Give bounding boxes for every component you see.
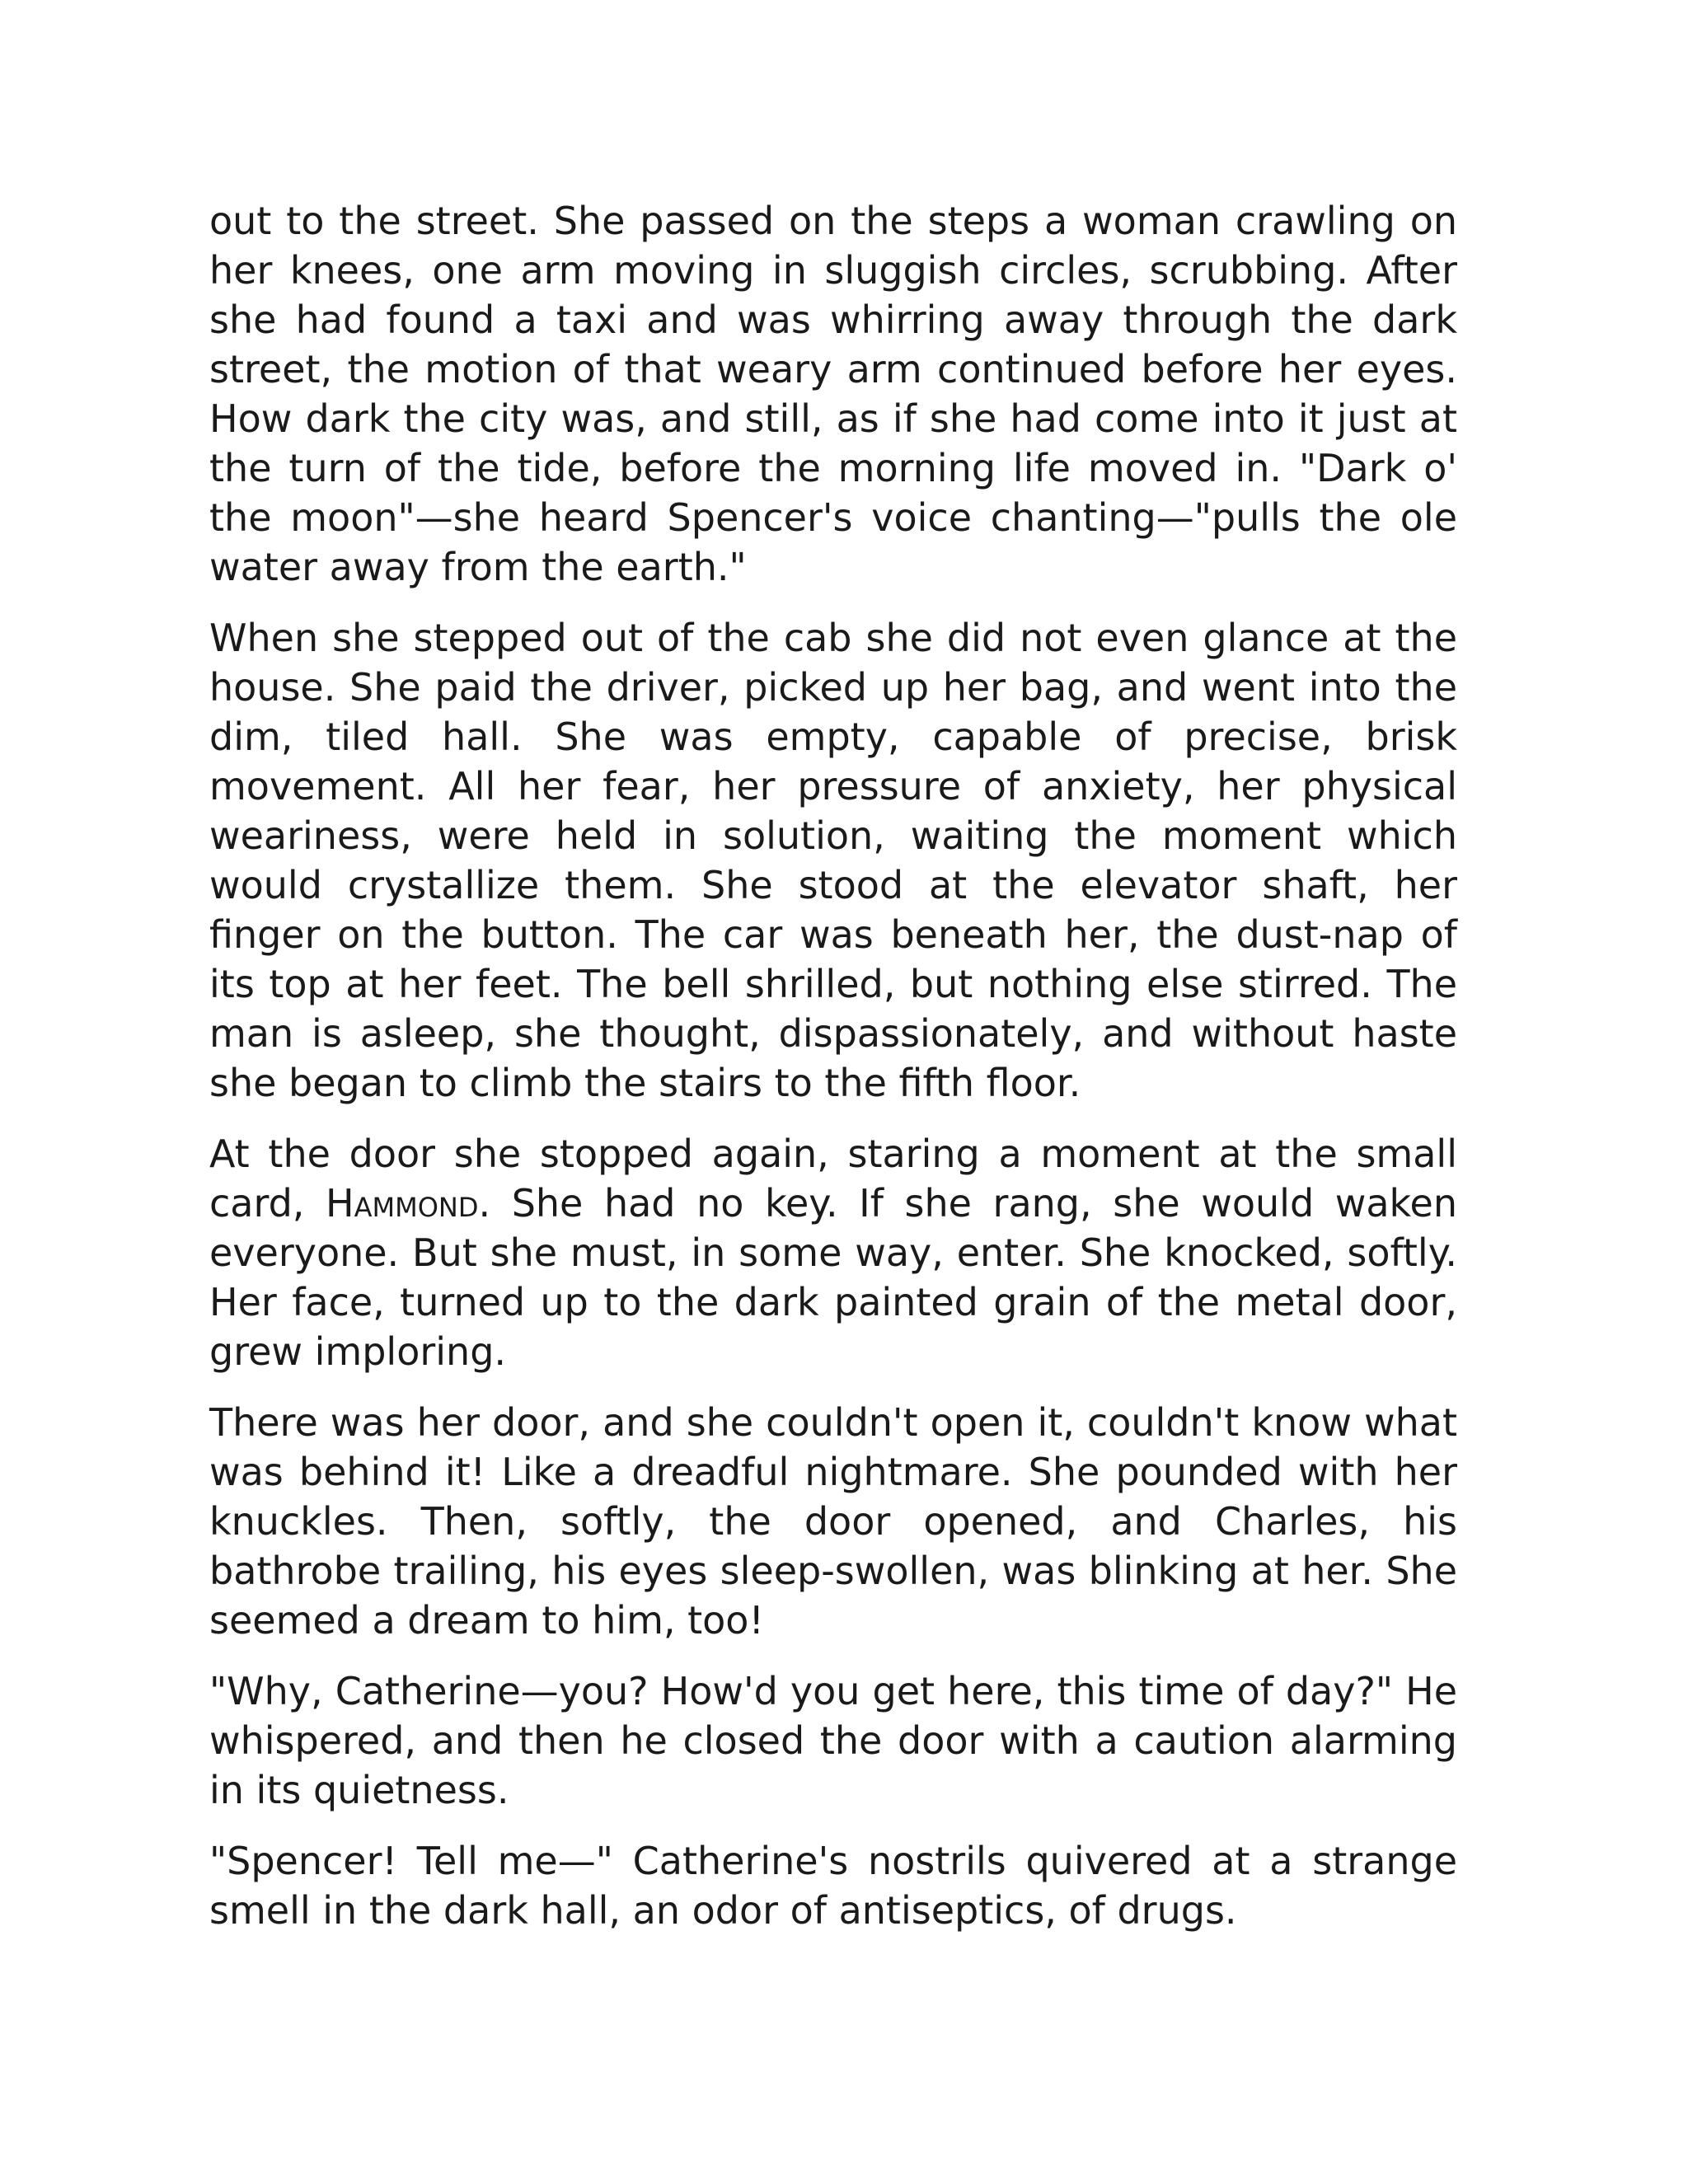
paragraph-3-after: . She had no key. If she rang, she would waken everyone. But she must, in some way, enter. She knocked, softly. Her face, turned up to the dark painted grain of the metal door, grew imploring. — [209, 1181, 1458, 1374]
paragraph-3 — [209, 1129, 1457, 1376]
paragraph-5: "Why, Catherine—you? How'd you get here, this time of day?" He whispered, and then he closed the door with a caution alarming in its quietness. — [209, 1669, 1457, 1812]
door-card-name: Hammond — [326, 1181, 479, 1226]
paragraph-6: "Spencer! Tell me—" Catherine's nostrils quivered at a strange smell in the dark hall, an odor of antiseptics, of drugs. — [209, 1839, 1457, 1933]
paragraph-3-before: At the door she stopped again, staring a moment at the small card, — [209, 1132, 1457, 1226]
paragraph-4: There was her door, and she couldn't open it, couldn't know what was behind it! Like a dreadful nightmare. She pounded with her knuckles. Then, softly, the door opened, and Charles, his bathrobe trailing, his eyes sleep-swollen, was blinking at her. She seemed a dream to him, too! — [209, 1400, 1457, 1643]
paragraph-1: out to the street. She passed on the steps a woman crawling on her knees, one arm moving in sluggish circles, scrubbing. After she had found a taxi and was whirring away through the dark street, the motion of that weary arm continued before her eyes. How dark the city was, and still, as if she had come into it just at the turn of the tide, before the morning life moved in. "Dark o' the moon"—she heard Spencer's voice chanting—"pulls the ole water away from the earth." — [209, 199, 1457, 589]
page-body — [209, 196, 1457, 1957]
paragraph-2: When she stepped out of the cab she did not even glance at the house. She paid the driver, picked up her bag, and went into the dim, tiled hall. She was empty, capable of precise, brisk movement. All her fear, her pressure of anxiety, her physical weariness, were held in solution, waiting the moment which would crystallize them. She stood at the elevator shaft, her finger on the button. The car was beneath her, the dust-nap of its top at her feet. The bell shrilled, but nothing else stirred. The man is asleep, she thought, dispassionately, and without haste she began to climb the stairs to the fifth floor. — [209, 616, 1457, 1105]
